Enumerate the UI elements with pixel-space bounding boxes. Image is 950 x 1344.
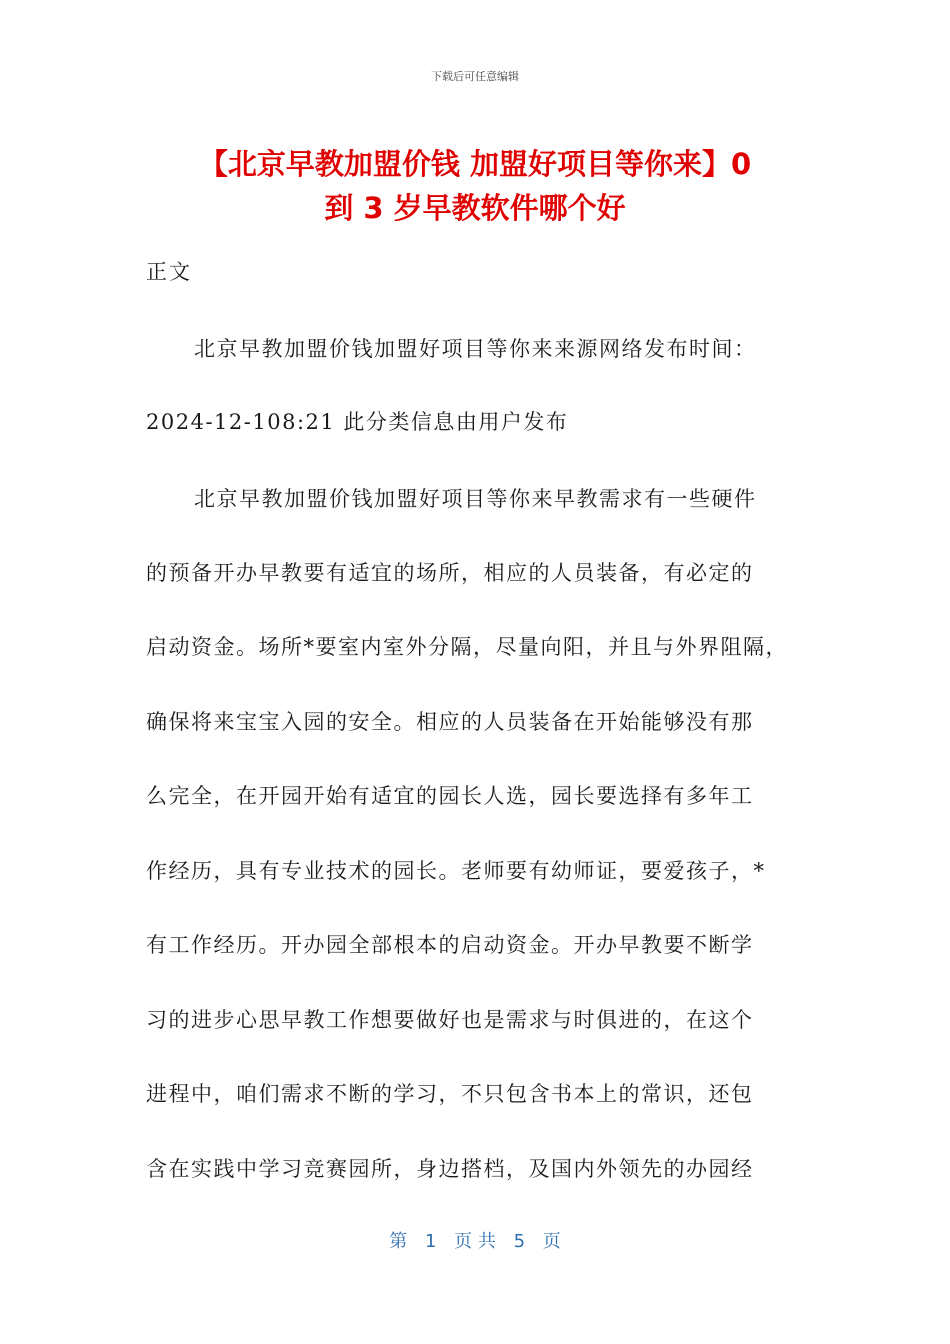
document-title-line-1: 【北京早教加盟价钱 加盟好项目等你来】0 xyxy=(198,147,752,181)
page-mid: 页 共 xyxy=(454,1231,496,1252)
page-suffix: 页 xyxy=(542,1231,561,1252)
body-line: 作经历，具有专业技术的园长。老师要有幼师证，要爱孩子，* xyxy=(146,859,766,883)
body-line: 习的进步心思早教工作想要做好也是需求与时俱进的，在这个 xyxy=(146,1008,754,1032)
body-line: 么完全，在开园开始有适宜的园长人选，园长要选择有多年工 xyxy=(146,784,754,808)
section-label: 正文 xyxy=(146,260,192,284)
body-line: 含在实践中学习竞赛园所，身边搭档，及国内外领先的办园经 xyxy=(146,1157,754,1181)
body-line: 启动资金。场所*要室内室外分隔，尽量向阳，并且与外界阻隔， xyxy=(146,635,788,659)
body-line: 有工作经历。开办园全部根本的启动资金。开办早教要不断学 xyxy=(146,933,754,957)
page-total: 5 xyxy=(513,1231,526,1252)
document-title-line-2: 到 3 岁早教软件哪个好 xyxy=(324,191,626,225)
page-number-footer xyxy=(0,1227,950,1253)
page-prefix: 第 xyxy=(389,1231,408,1252)
body-line: 进程中，咱们需求不断的学习，不只包含书本上的常识，还包 xyxy=(146,1082,754,1106)
body-line: 2024-12-108:21 此分类信息由用户发布 xyxy=(146,410,569,434)
body-line: 北京早教加盟价钱加盟好项目等你来早教需求有一些硬件 xyxy=(194,487,757,511)
body-line: 北京早教加盟价钱加盟好项目等你来来源网络发布时间： xyxy=(194,337,757,361)
document-title xyxy=(100,142,850,230)
body-line: 的预备开办早教要有适宜的场所，相应的人员装备，有必定的 xyxy=(146,561,754,585)
page-header-note: 下载后可任意编辑 xyxy=(431,70,519,83)
page-current: 1 xyxy=(424,1231,437,1252)
body-line: 确保将来宝宝入园的安全。相应的人员装备在开始能够没有那 xyxy=(146,710,754,734)
